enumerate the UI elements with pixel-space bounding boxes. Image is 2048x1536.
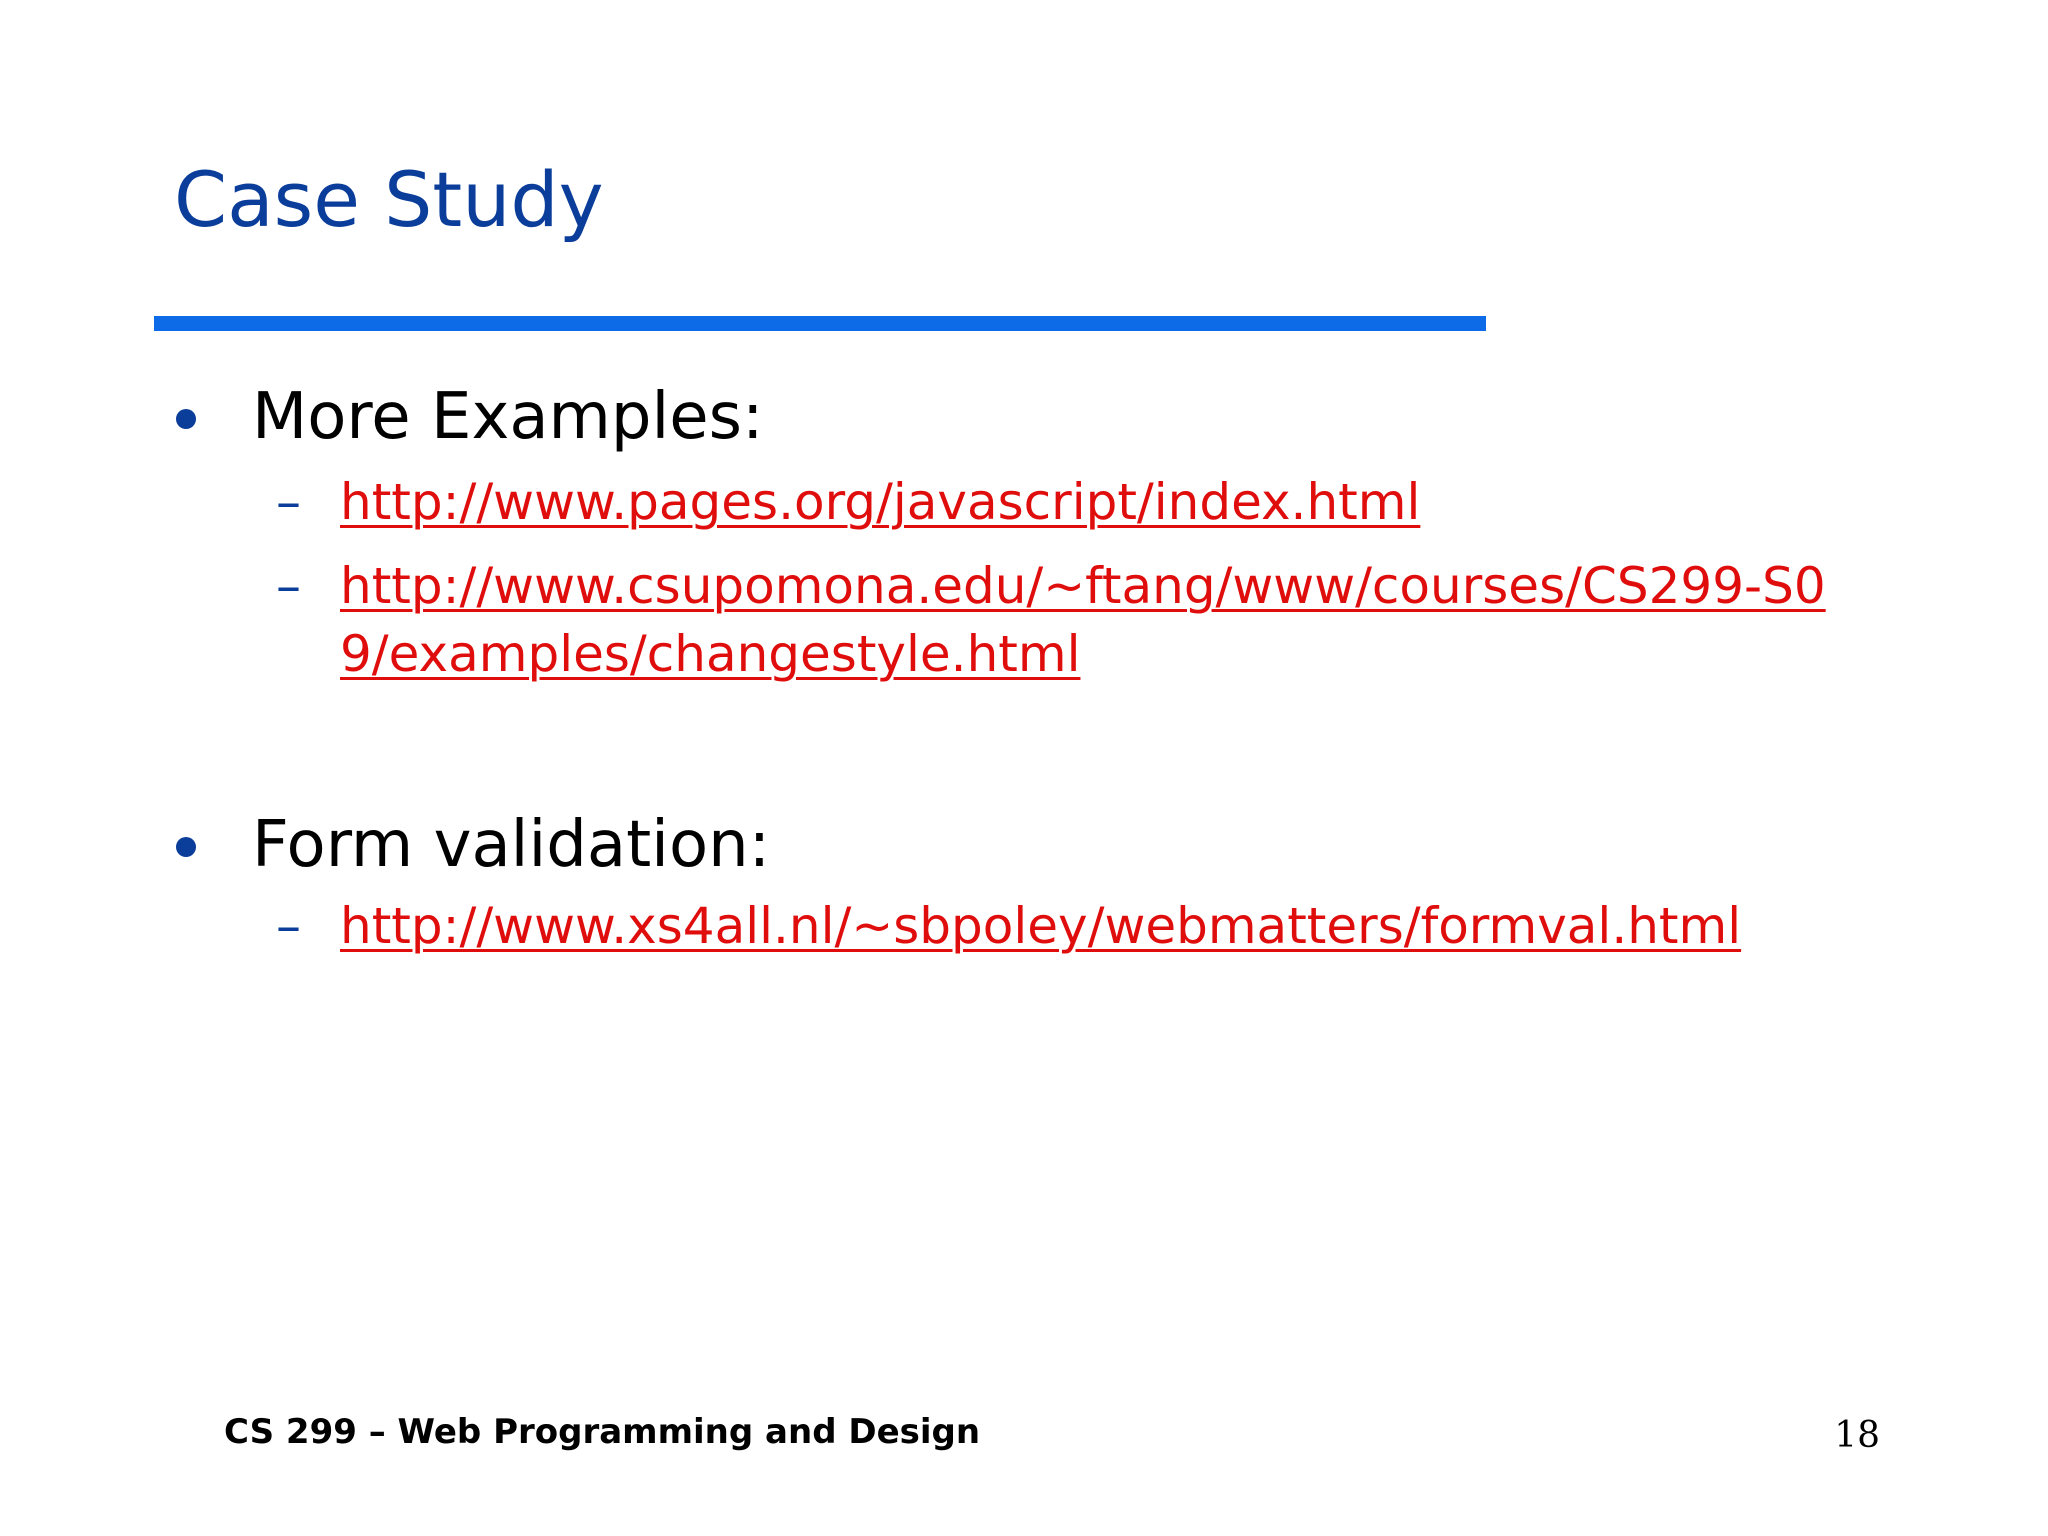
bullet-text: Form validation: [252, 808, 771, 882]
course-footer: CS 299 – Web Programming and Design [224, 1412, 981, 1452]
dash-marker: – [276, 473, 301, 531]
slide-title: Case Study [174, 155, 604, 244]
example-link-pages[interactable]: http://www.pages.org/javascript/index.html [340, 473, 1421, 531]
bullet-dot-icon [176, 837, 196, 857]
page-number: 18 [1834, 1415, 1880, 1456]
bullet-text: More Examples: [252, 380, 764, 454]
dash-marker: – [276, 557, 301, 615]
title-divider [154, 316, 1486, 331]
form-validation-link[interactable]: http://www.xs4all.nl/~sbpoley/webmatters/formval.html [340, 897, 1742, 955]
example-link-csupomona[interactable]: http://www.csupomona.edu/~ftang/www/courses/CS299-S09/examples/changestyle.html [340, 557, 1826, 683]
dash-marker: – [276, 897, 301, 955]
bullet-dot-icon [176, 409, 196, 429]
